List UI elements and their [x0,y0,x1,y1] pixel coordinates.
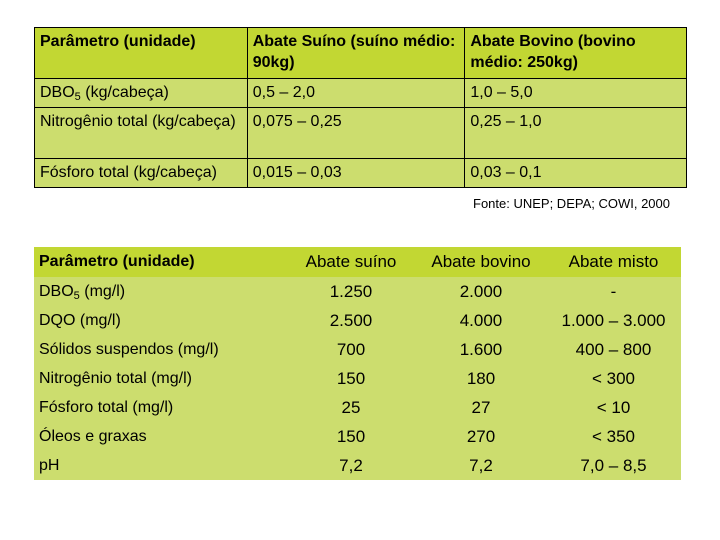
param-cell [35,79,248,108]
param-text: DBO [40,84,75,101]
value-cell: < 300 [546,364,681,393]
table-row [34,364,681,393]
slaughter-load-table [34,27,687,188]
value-cell: 2.000 [416,277,546,306]
param-cell: DQO (mg/l) [34,306,286,335]
value-cell: 2.500 [286,306,416,335]
table-row [35,108,687,159]
param-cell: Óleos e graxas [34,422,286,451]
param-cell: Fósforo total (kg/cabeça) [35,159,248,188]
value-cell: 1.250 [286,277,416,306]
table-row [34,451,681,480]
param-subscript: 5 [74,91,81,103]
value-cell: 27 [416,393,546,422]
param-unit: (mg/l) [79,282,126,300]
value-cell: 150 [286,422,416,451]
value-cell: 0,03 – 0,1 [465,159,687,188]
value-cell: 270 [416,422,546,451]
value-cell: 4.000 [416,306,546,335]
value-cell: 7,2 [416,451,546,480]
value-cell: < 10 [546,393,681,422]
header-cell: Abate suíno [286,247,416,277]
value-cell: 0,075 – 0,25 [247,108,465,159]
value-cell: 0,5 – 2,0 [247,79,465,108]
table-row [35,79,687,108]
source-caption: Fonte: UNEP; DEPA; COWI, 2000 [473,196,670,211]
header-cell: Abate bovino [416,247,546,277]
table-header-row [34,247,681,277]
value-cell: 0,25 – 1,0 [465,108,687,159]
header-cell: Abate Bovino (bovino médio: 250kg) [465,28,687,79]
value-cell: 7,0 – 8,5 [546,451,681,480]
value-cell: < 350 [546,422,681,451]
param-cell: Sólidos suspendos (mg/l) [34,335,286,364]
table-row [34,422,681,451]
header-cell: Parâmetro (unidade) [34,247,286,277]
value-cell: 700 [286,335,416,364]
param-cell: Nitrogênio total (mg/l) [34,364,286,393]
effluent-characteristics-table [34,247,681,480]
table-row [34,393,681,422]
header-cell: Abate Suíno (suíno médio: 90kg) [247,28,465,79]
value-cell: 400 – 800 [546,335,681,364]
param-text: DBO [39,282,74,300]
value-cell: 1.000 – 3.000 [546,306,681,335]
value-cell: 1.600 [416,335,546,364]
value-cell: 7,2 [286,451,416,480]
table-header-row [35,28,687,79]
header-cell: Abate misto [546,247,681,277]
table-row [34,306,681,335]
table-row [34,335,681,364]
value-cell: 1,0 – 5,0 [465,79,687,108]
table-row [34,277,681,306]
param-cell: Nitrogênio total (kg/cabeça) [35,108,248,159]
param-cell [34,277,286,306]
param-subscript: 5 [73,289,80,302]
header-cell: Parâmetro (unidade) [35,28,248,79]
param-cell: Fósforo total (mg/l) [34,393,286,422]
value-cell: 150 [286,364,416,393]
value-cell: 0,015 – 0,03 [247,159,465,188]
value-cell: 25 [286,393,416,422]
param-unit: (kg/cabeça) [80,84,169,101]
value-cell: - [546,277,681,306]
table-row [35,159,687,188]
value-cell: 180 [416,364,546,393]
param-cell: pH [34,451,286,480]
